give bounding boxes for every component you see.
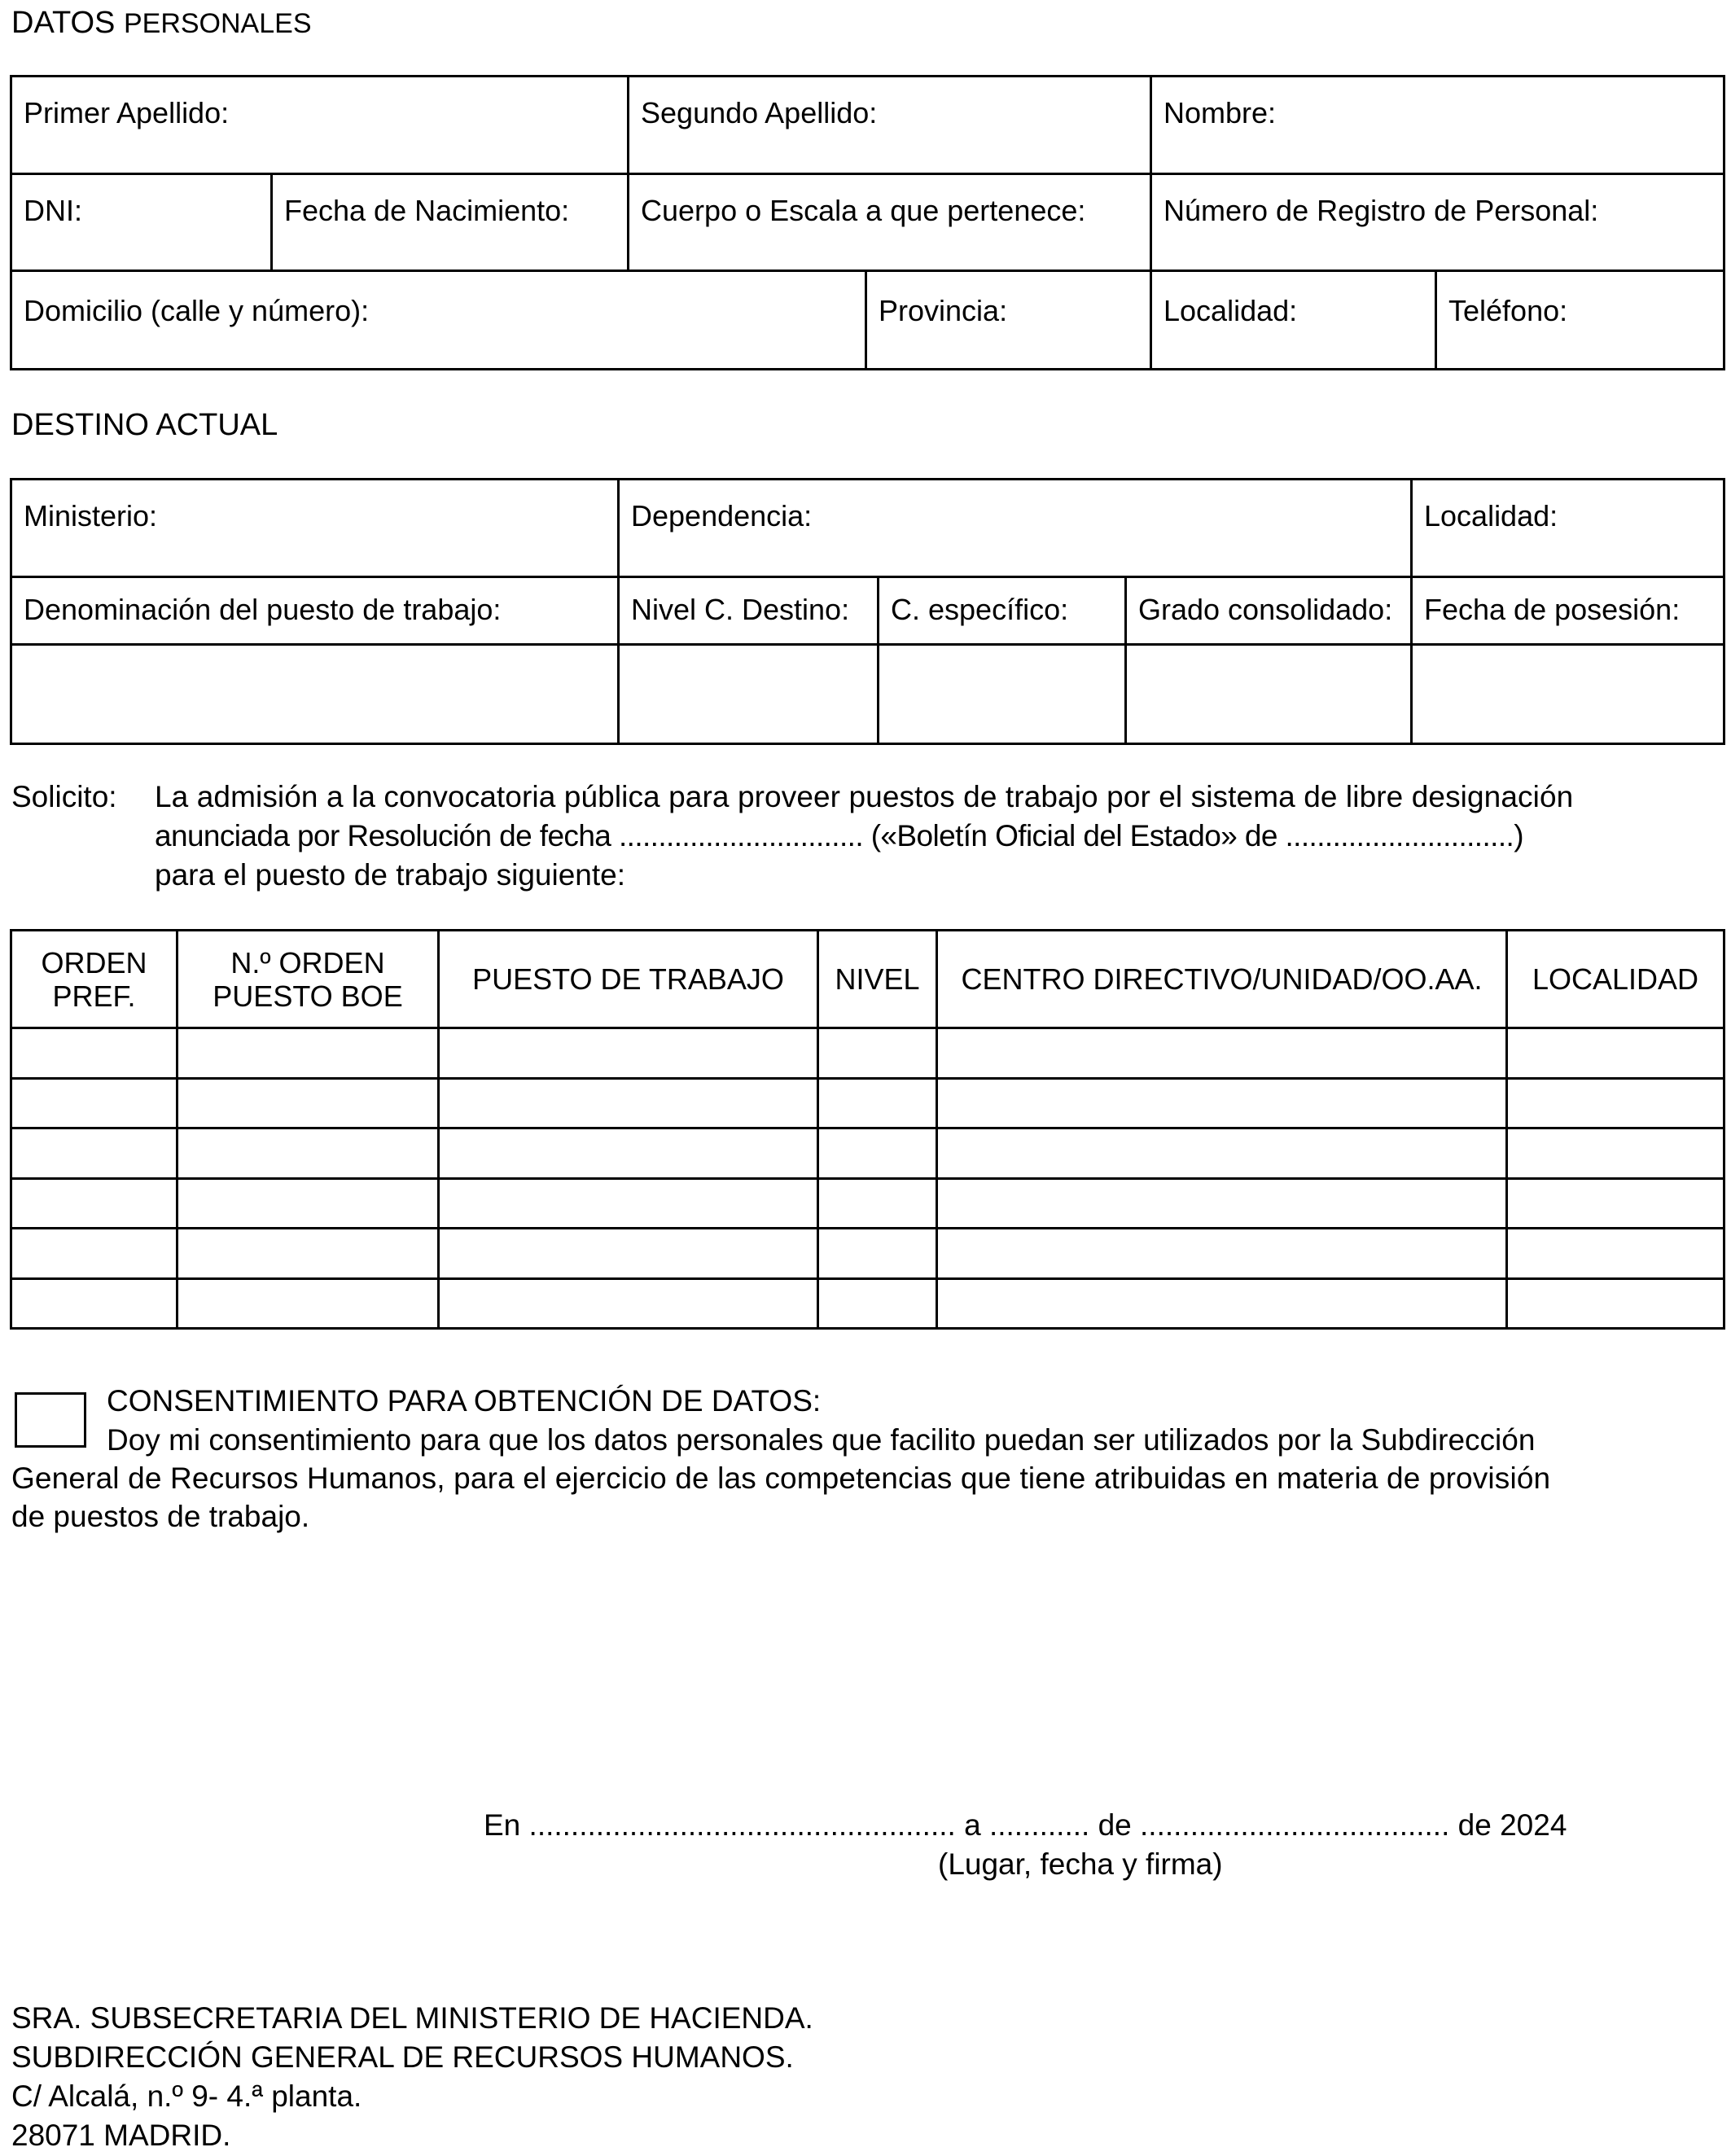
solicito-text xyxy=(155,778,1721,895)
field-fecha-nacimiento[interactable] xyxy=(272,174,629,271)
col-header-orden-puesto-boe: N.º ORDEN PUESTO BOE xyxy=(177,931,439,1028)
field-ministerio[interactable] xyxy=(11,480,619,577)
col-header-orden-pref: ORDEN PREF. xyxy=(11,931,177,1028)
field-label: Nivel C. Destino: xyxy=(631,593,850,626)
field-localidad[interactable] xyxy=(1151,271,1436,370)
field-label: Fecha de Nacimiento: xyxy=(284,194,570,227)
field-label: Dependencia: xyxy=(631,499,813,532)
table-row xyxy=(11,1079,1724,1128)
field-label: Cuerpo o Escala a que pertenece: xyxy=(641,194,1086,227)
solicito-line-1: La admisión a la convocatoria pública para proveer puestos de trabajo por el sistema de libre designación xyxy=(155,780,1574,813)
table-cell[interactable] xyxy=(11,1279,177,1329)
table-cell[interactable] xyxy=(937,1028,1507,1079)
label-c-especifico xyxy=(879,577,1126,645)
table-cell[interactable] xyxy=(1507,1229,1724,1279)
table-cell[interactable] xyxy=(177,1179,439,1229)
field-label: Provincia: xyxy=(879,294,1008,327)
table-cell[interactable] xyxy=(1507,1079,1724,1128)
input-denominacion[interactable] xyxy=(11,645,619,744)
table-cell[interactable] xyxy=(439,1028,818,1079)
table-cell[interactable] xyxy=(937,1229,1507,1279)
input-grado-consolidado[interactable] xyxy=(1126,645,1412,744)
field-label: Grado consolidado: xyxy=(1138,593,1393,626)
consent-line-3: de puestos de trabajo. xyxy=(11,1500,310,1533)
table-row xyxy=(11,1128,1724,1179)
field-label: C. específico: xyxy=(891,593,1069,626)
field-label: Número de Registro de Personal: xyxy=(1163,194,1599,227)
table-cell[interactable] xyxy=(11,1229,177,1279)
table-cell[interactable] xyxy=(11,1128,177,1179)
input-fecha-posesion[interactable] xyxy=(1412,645,1724,744)
field-primer-apellido[interactable] xyxy=(11,77,629,174)
table-row xyxy=(11,1229,1724,1279)
recipient-line-4: 28071 MADRID. xyxy=(11,2119,231,2152)
field-label: Localidad: xyxy=(1163,294,1298,327)
field-label: Ministerio: xyxy=(24,499,158,532)
table-cell[interactable] xyxy=(439,1079,818,1128)
puestos-table xyxy=(10,929,1725,1330)
solicito-line-3: para el puesto de trabajo siguiente: xyxy=(155,858,626,892)
field-provincia[interactable] xyxy=(866,271,1151,370)
table-cell[interactable] xyxy=(818,1279,937,1329)
table-cell[interactable] xyxy=(177,1028,439,1079)
table-cell[interactable] xyxy=(818,1128,937,1179)
table-cell[interactable] xyxy=(818,1179,937,1229)
signature-caption: (Lugar, fecha y firma) xyxy=(938,1847,1223,1881)
table-cell[interactable] xyxy=(177,1079,439,1128)
label-denominacion xyxy=(11,577,619,645)
table-cell[interactable] xyxy=(937,1079,1507,1128)
col-header-centro-directivo: CENTRO DIRECTIVO/UNIDAD/OO.AA. xyxy=(937,931,1507,1028)
field-label: Teléfono: xyxy=(1448,294,1568,327)
label-grado-consolidado xyxy=(1126,577,1412,645)
consent-text xyxy=(11,1421,1721,1536)
label-nivel-destino xyxy=(619,577,879,645)
consent-title: CONSENTIMIENTO PARA OBTENCIÓN DE DATOS: xyxy=(107,1384,822,1418)
table-cell[interactable] xyxy=(818,1229,937,1279)
table-cell[interactable] xyxy=(1507,1128,1724,1179)
table-cell[interactable] xyxy=(439,1229,818,1279)
field-label: Denominación del puesto de trabajo: xyxy=(24,593,502,626)
col-header-nivel: NIVEL xyxy=(818,931,937,1028)
table-cell[interactable] xyxy=(11,1028,177,1079)
recipient-line-2: SUBDIRECCIÓN GENERAL DE RECURSOS HUMANOS. xyxy=(11,2040,794,2074)
recipient-line-3: C/ Alcalá, n.º 9- 4.ª planta. xyxy=(11,2079,362,2113)
table-cell[interactable] xyxy=(1507,1279,1724,1329)
consent-line-2: General de Recursos Humanos, para el ejercicio de las competencias que tiene atribuidas en materia de provisión xyxy=(11,1461,1551,1495)
section-title-part2: PERSONALES xyxy=(123,8,312,39)
field-nombre[interactable] xyxy=(1151,77,1724,174)
section-title-destino-actual: DESTINO ACTUAL xyxy=(11,408,278,442)
signature-line: En ................................................... a ............ de ..................................... de 2024 xyxy=(484,1808,1567,1842)
table-cell[interactable] xyxy=(937,1179,1507,1229)
section-title-datos-personales xyxy=(11,5,312,42)
table-row xyxy=(11,1028,1724,1079)
field-label: Nombre: xyxy=(1163,96,1277,129)
field-label: Segundo Apellido: xyxy=(641,96,878,129)
field-label: DNI: xyxy=(24,194,82,227)
section-title-part1: DATOS xyxy=(11,6,116,40)
field-numero-registro[interactable] xyxy=(1151,174,1724,271)
table-row xyxy=(11,1179,1724,1229)
field-segundo-apellido[interactable] xyxy=(629,77,1151,174)
table-cell[interactable] xyxy=(818,1079,937,1128)
field-localidad-destino[interactable] xyxy=(1412,480,1724,577)
table-cell[interactable] xyxy=(439,1179,818,1229)
table-cell[interactable] xyxy=(1507,1028,1724,1079)
field-label: Localidad: xyxy=(1424,499,1558,532)
table-cell[interactable] xyxy=(1507,1179,1724,1229)
consent-line-1: Doy mi consentimiento para que los datos personales que facilito puedan ser utilizados por la Subdirección xyxy=(107,1423,1536,1457)
solicito-line-2: anunciada por Resolución de fecha ............................... («Boletín Oficial del Estado» de .............................) xyxy=(155,819,1523,852)
field-label: Fecha de posesión: xyxy=(1424,593,1681,626)
recipient-line-1: SRA. SUBSECRETARIA DEL MINISTERIO DE HACIENDA. xyxy=(11,2001,813,2035)
solicito-label: Solicito: xyxy=(11,780,117,813)
field-cuerpo-escala[interactable] xyxy=(629,174,1151,271)
field-domicilio[interactable] xyxy=(11,271,866,370)
table-cell[interactable] xyxy=(439,1128,818,1179)
table-cell[interactable] xyxy=(177,1128,439,1179)
label-fecha-posesion xyxy=(1412,577,1724,645)
input-nivel-destino[interactable] xyxy=(619,645,879,744)
destino-actual-table xyxy=(10,478,1725,745)
table-cell[interactable] xyxy=(11,1179,177,1229)
table-cell[interactable] xyxy=(177,1279,439,1329)
field-label: Domicilio (calle y número): xyxy=(24,294,370,327)
col-header-localidad: LOCALIDAD xyxy=(1507,931,1724,1028)
table-cell[interactable] xyxy=(937,1279,1507,1329)
table-cell[interactable] xyxy=(937,1128,1507,1179)
table-cell[interactable] xyxy=(11,1079,177,1128)
field-label: Primer Apellido: xyxy=(24,96,230,129)
col-header-puesto-trabajo: PUESTO DE TRABAJO xyxy=(439,931,818,1028)
table-cell[interactable] xyxy=(818,1028,937,1079)
table-cell[interactable] xyxy=(177,1229,439,1279)
field-dependencia[interactable] xyxy=(619,480,1412,577)
table-cell[interactable] xyxy=(439,1279,818,1329)
datos-personales-table xyxy=(10,75,1725,370)
input-c-especifico[interactable] xyxy=(879,645,1126,744)
field-telefono[interactable] xyxy=(1436,271,1724,370)
recipient-address xyxy=(11,1999,813,2155)
table-row xyxy=(11,1279,1724,1329)
field-dni[interactable] xyxy=(11,174,272,271)
